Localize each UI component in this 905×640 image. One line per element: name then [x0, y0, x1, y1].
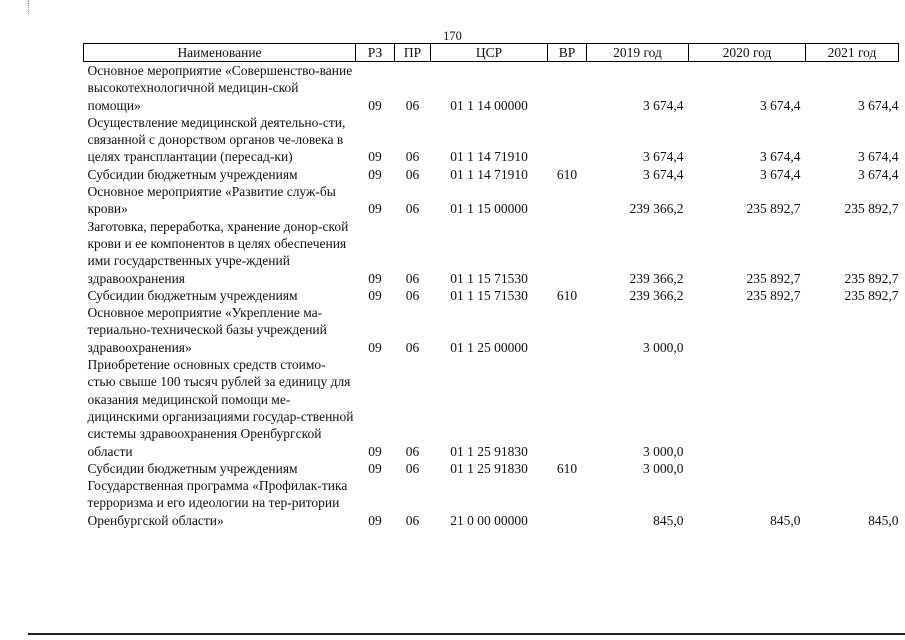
- header-rz: РЗ: [356, 44, 395, 62]
- row-vr: 610: [556, 460, 578, 476]
- row-2019: 239 366,2: [629, 270, 684, 286]
- table-row: [84, 460, 899, 477]
- row-2020: [689, 356, 806, 460]
- table-row: [84, 356, 899, 460]
- row-csr: 01 1 14 71910: [450, 149, 528, 165]
- row-csr: 01 1 15 71530: [450, 270, 528, 286]
- row-csr: 01 1 14 00000: [450, 97, 528, 113]
- row-pr: 06: [405, 97, 420, 113]
- budget-table-container: [83, 43, 898, 529]
- row-pr: 06: [405, 512, 420, 528]
- row-name: Основное мероприятие «Укрепление ма-териально-технической базы учреждений здравоохранения»: [87, 305, 327, 355]
- table-row: [84, 62, 899, 114]
- row-name: Государственная программа «Профилак-тика терроризма и его идеологии на тер-ритории Оренбургской области»: [87, 478, 348, 528]
- row-name: Приобретение основных средств стоимо-стью свыше 100 тысяч рублей за единицу для оказания медицинской помощи ме-дицинскими организациями государ-ственной системы здравоохранения Оренбургской области: [87, 357, 354, 459]
- row-vr: [548, 183, 587, 218]
- table-row: [84, 477, 899, 529]
- header-name: Наименование: [84, 44, 356, 62]
- row-vr: 610: [556, 166, 578, 182]
- header-csr: ЦСР: [431, 44, 548, 62]
- row-rz: 09: [368, 97, 382, 113]
- row-rz: 09: [368, 201, 382, 217]
- row-vr: [548, 477, 587, 529]
- row-csr: 01 1 14 71910: [450, 166, 528, 182]
- row-vr: [548, 114, 587, 166]
- row-csr: 01 1 25 91830: [450, 443, 528, 459]
- row-2020: [689, 460, 806, 477]
- header-2020: 2020 год: [689, 44, 806, 62]
- row-pr: 06: [405, 339, 420, 355]
- row-2019: 3 000,0: [643, 339, 684, 355]
- row-2021: 3 674,4: [858, 97, 899, 113]
- row-2021: 3 674,4: [858, 149, 899, 165]
- row-2019: 3 674,4: [643, 166, 684, 182]
- row-name: Субсидии бюджетным учреждениям: [87, 166, 298, 182]
- row-name: Субсидии бюджетным учреждениям: [87, 287, 298, 303]
- bottom-rule: [28, 633, 905, 635]
- budget-table: [83, 43, 899, 529]
- row-csr: 01 1 25 00000: [450, 339, 528, 355]
- table-row: [84, 218, 899, 287]
- row-rz: 09: [368, 512, 382, 528]
- row-pr: 06: [405, 166, 420, 182]
- row-pr: 06: [405, 460, 420, 476]
- row-name: Основное мероприятие «Развитие служ-бы крови»: [87, 184, 336, 217]
- row-pr: 06: [405, 287, 420, 303]
- row-2019: 3 000,0: [643, 443, 684, 459]
- row-rz: 09: [368, 443, 382, 459]
- row-2019: 3 000,0: [643, 460, 684, 476]
- row-2020: 235 892,7: [746, 201, 801, 217]
- scan-margin-mark: [28, 0, 29, 14]
- row-rz: 09: [368, 339, 382, 355]
- row-2019: 3 674,4: [643, 149, 684, 165]
- row-vr: 610: [556, 287, 578, 303]
- row-rz: 09: [368, 460, 382, 476]
- row-2020: 3 674,4: [760, 166, 801, 182]
- row-pr: 06: [405, 201, 420, 217]
- row-name: Основное мероприятие «Совершенство-вание высокотехнологичной медицин-ской помощи»: [87, 63, 353, 113]
- row-csr: 01 1 25 91830: [450, 460, 528, 476]
- row-2020: 845,0: [770, 512, 801, 528]
- row-pr: 06: [405, 270, 420, 286]
- table-header-row: [84, 44, 899, 62]
- table-row: [84, 166, 899, 183]
- row-name: Субсидии бюджетным учреждениям: [87, 460, 298, 476]
- row-vr: [548, 218, 587, 287]
- row-2019: 845,0: [653, 512, 684, 528]
- row-rz: 09: [368, 270, 382, 286]
- row-2020: 235 892,7: [746, 287, 801, 303]
- row-2021: 235 892,7: [844, 270, 899, 286]
- row-2021: [806, 356, 899, 460]
- row-2020: 3 674,4: [760, 97, 801, 113]
- header-2021: 2021 год: [806, 44, 899, 62]
- header-vr: ВР: [548, 44, 587, 62]
- row-vr: [548, 356, 587, 460]
- row-2021: 3 674,4: [858, 166, 899, 182]
- table-row: [84, 304, 899, 356]
- row-2021: 845,0: [868, 512, 899, 528]
- row-csr: 01 1 15 00000: [450, 201, 528, 217]
- table-row: [84, 183, 899, 218]
- row-2020: [689, 304, 806, 356]
- page-number: 170: [443, 29, 462, 43]
- row-rz: 09: [368, 166, 382, 182]
- row-name: Заготовка, переработка, хранение донор-ской крови и ее компонентов в целях обеспечения ими государственных учре-ждений здравоохранения: [87, 218, 349, 286]
- row-2021: 235 892,7: [844, 287, 899, 303]
- row-csr: 21 0 00 00000: [450, 512, 528, 528]
- row-2021: [806, 460, 899, 477]
- row-pr: 06: [405, 443, 420, 459]
- row-2019: 239 366,2: [629, 201, 684, 217]
- row-2020: 3 674,4: [760, 149, 801, 165]
- row-rz: 09: [368, 149, 382, 165]
- row-vr: [548, 62, 587, 114]
- row-2020: 235 892,7: [746, 270, 801, 286]
- table-row: [84, 114, 899, 166]
- row-2019: 239 366,2: [629, 287, 684, 303]
- header-pr: ПР: [395, 44, 431, 62]
- row-name: Осуществление медицинской деятельно-сти, связанной с донорством органов че-ловека в целях трансплантации (пересад-ки): [87, 114, 346, 165]
- row-2019: 3 674,4: [643, 97, 684, 113]
- row-pr: 06: [405, 149, 420, 165]
- table-row: [84, 287, 899, 304]
- row-2021: 235 892,7: [844, 201, 899, 217]
- row-2021: [806, 304, 899, 356]
- row-rz: 09: [368, 287, 382, 303]
- header-2019: 2019 год: [587, 44, 689, 62]
- row-csr: 01 1 15 71530: [450, 287, 528, 303]
- row-vr: [548, 304, 587, 356]
